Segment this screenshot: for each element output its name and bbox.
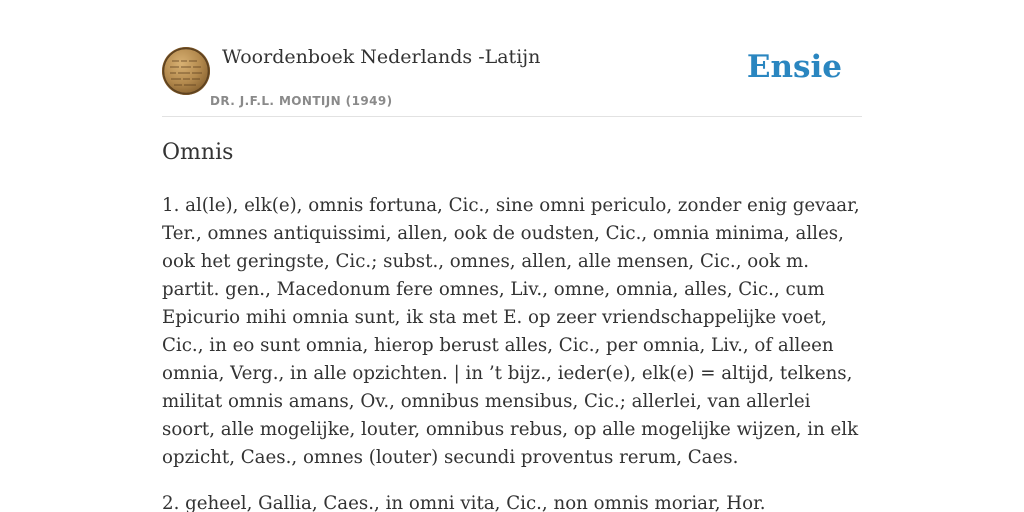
coin-icon[interactable] [162,47,210,95]
dictionary-title[interactable]: Woordenboek Nederlands -Latijn [222,46,541,68]
entry-headword: Omnis [162,140,234,165]
definition-2: 2. geheel, Gallia, Caes., in omni vita, Cic., non omnis moriar, Hor. [162,493,766,512]
header [162,40,862,117]
entry-content [162,192,868,512]
coin-engraving-icon [162,47,210,95]
dictionary-author: DR. J.F.L. MONTIJN (1949) [210,94,393,108]
definition-1: 1. al(le), elk(e), omnis fortuna, Cic., sine omni periculo, zonder enig gevaar, Ter., omnes antiquissimi, allen, ook de oudsten, Cic., omnia minima, alles, ook het geringste, Cic.; subst., omnes, allen, alle mensen, Cic., ook m. partit. gen., Macedonum fere omnes, Liv., omne, omnia, alles, Cic., cum Epicurio mihi omnia sunt, ik sta met E. op zeer vriendschappelijke voet, Cic., in eo sunt omnia, hierop berust alles, Cic., per omnia, Liv., of alleen omnia, Verg., in alle opzichten. | in ’t bijz., ieder(e), elk(e) = altijd, telkens, militat omnis amans, Ov., omnibus mensibus, Cic.; allerlei, van allerlei soort, alle mogelijke, louter, omnibus rebus, op alle mogelijke wijzen, in elk opzicht, Caes., omnes (louter) secundi proventus rerum, Caes. [162,195,860,468]
ensie-logo[interactable]: Ensie [746,49,842,85]
